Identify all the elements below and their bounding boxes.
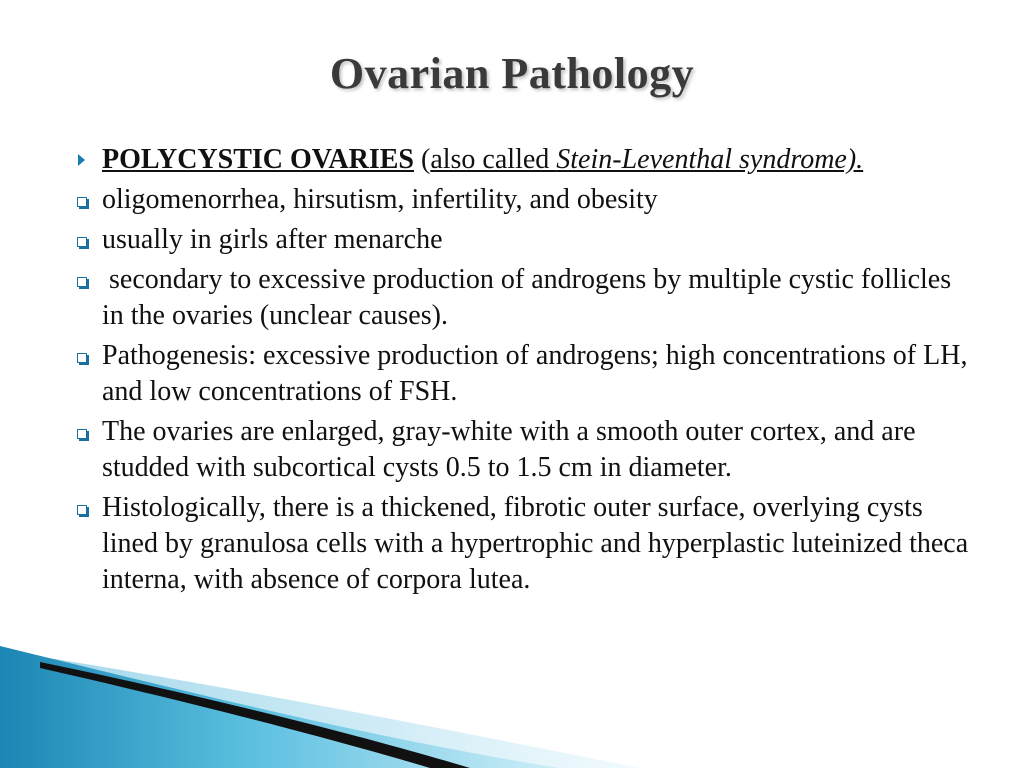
list-item — [72, 222, 972, 258]
bullet-text: Pathogenesis: excessive production of androgens; high concentrations of LH, and low concentrations of FSH. — [102, 340, 968, 407]
checkbox-bullet-icon — [72, 338, 102, 374]
list-item — [72, 490, 972, 598]
bullet-list — [72, 142, 972, 602]
bullet-text: oligomenorrhea, hirsutism, infertility, and obesity — [102, 184, 658, 215]
checkbox-bullet-icon — [72, 414, 102, 450]
checkbox-bullet-icon — [72, 222, 102, 258]
heading-alt-name: Stein-Leventhal syndrome). — [556, 144, 864, 175]
heading-paren: ( — [414, 144, 431, 175]
bullet-text: usually in girls after menarche — [102, 224, 443, 255]
list-item — [72, 262, 972, 334]
checkbox-bullet-icon — [72, 262, 102, 298]
bullet-text: The ovaries are enlarged, gray-white with a smooth outer cortex, and are studded with subcortical cysts 0.5 to 1.5 cm in diameter. — [102, 416, 916, 483]
bullet-text: Histologically, there is a thickened, fibrotic outer surface, overlying cysts lined by granulosa cells with a hypertrophic and hyperplastic luteinized theca interna, with absence of corpora lutea. — [102, 492, 969, 595]
list-item — [72, 182, 972, 218]
bullet-text: secondary to excessive production of androgens by multiple cystic follicles in the ovaries (unclear causes). — [102, 264, 959, 331]
checkbox-bullet-icon — [72, 490, 102, 526]
checkbox-bullet-icon — [72, 182, 102, 218]
arrow-bullet-icon — [72, 142, 102, 178]
list-item-heading — [72, 142, 972, 178]
list-item — [72, 338, 972, 410]
heading-term: POLYCYSTIC OVARIES — [102, 144, 414, 175]
slide-title: Ovarian Pathology — [329, 49, 695, 98]
heading-also-called: also called — [430, 144, 557, 175]
list-item — [72, 414, 972, 486]
